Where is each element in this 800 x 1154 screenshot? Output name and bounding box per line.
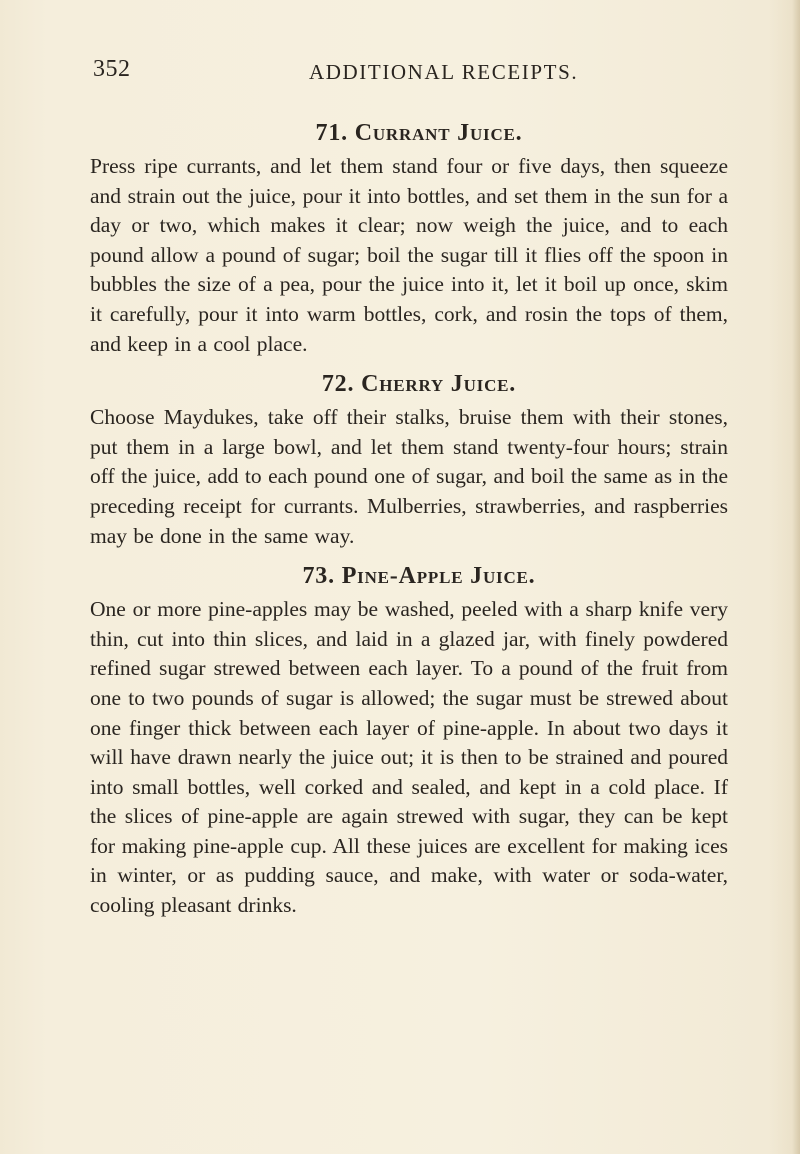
running-head xyxy=(0,56,800,96)
page-edge-shadow xyxy=(792,0,800,1154)
recipe-heading: 72. Cherry Juice. xyxy=(321,371,517,398)
recipe-heading: 71. Currant Juice. xyxy=(315,120,523,146)
recipe-text: One or more pine-apples may be washed, peeled with a sharp knife very thin, cut into thin slices, and laid in a glazed jar, with finely powdered refined sugar strewed between each layer. To a pound of the fruit from one to two pounds of sugar is allowed; the sugar must be strewed about one finger thick between each layer of pine-apple. In about two days it will have drawn nearly the juice out; it is then to be strained and poured into small bottles, well corked and sealed, and kept in a cold place. If the slices of pine-apple are again strewed with sugar, they can be kept for making pine-apple cup. All these juices are excellent for making ices in winter, or as pudding sauce, and make, with water or soda-water, cooling pleasant drinks. xyxy=(90,597,728,918)
recipe-section-currant-juice xyxy=(90,116,728,359)
page-content xyxy=(90,116,728,929)
recipe-section-pine-apple-juice xyxy=(90,559,728,921)
recipe-heading: 73. Pine-Apple Juice. xyxy=(302,563,536,590)
running-title: ADDITIONAL RECEIPTS. xyxy=(309,60,579,84)
page-number: 352 xyxy=(93,56,131,82)
recipe-text: Press ripe currants, and let them stand four or five days, then squeeze and strain out the juice, pour it into bottles, and set them in the sun for a day or two, which makes it clear; now weigh the juice, and to each pound allow a pound of sugar; boil the sugar till it flies off the spoon in bubbles the size of a pea, pour the juice into it, let it boil up once, skim it carefully, pour it into warm bottles, cork, and rosin the tops of them, and keep in a cool place. xyxy=(90,154,728,356)
recipe-section-cherry-juice xyxy=(90,367,728,551)
recipe-text: Choose Maydukes, take off their stalks, bruise them with their stones, put them in a large bowl, and let them stand twenty-four hours; strain off the juice, add to each pound one of sugar, and boil the same as in the preceding receipt for currants. Mulberries, strawberries, and raspberries may be done in the same way. xyxy=(90,405,728,548)
